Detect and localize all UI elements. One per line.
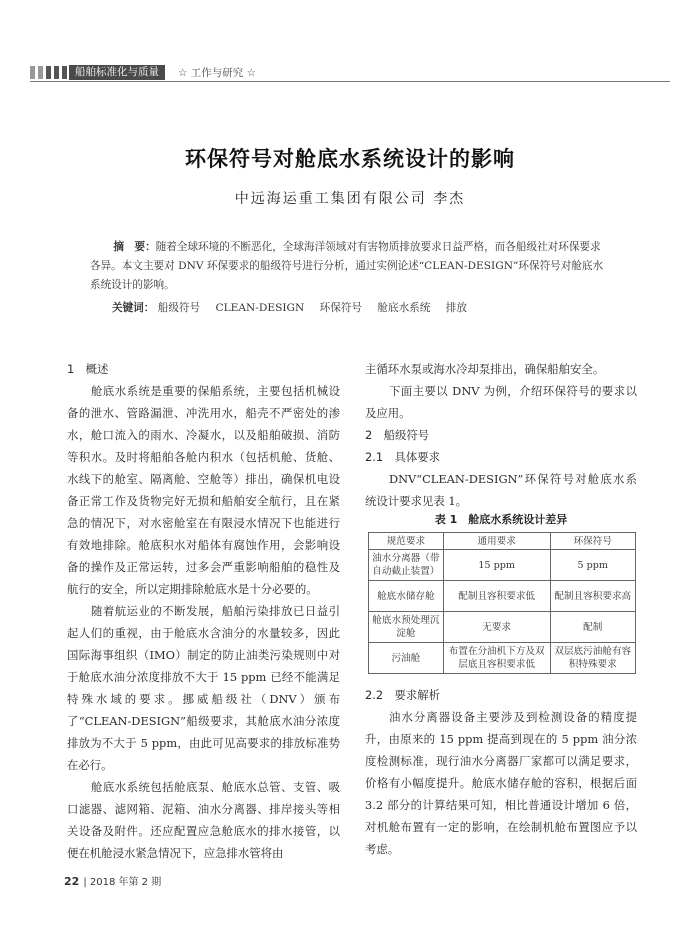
section-1-heading: 1 概述 xyxy=(67,362,109,376)
table-cell: 配制且容积要求高 xyxy=(550,581,635,612)
table-1 xyxy=(368,532,636,674)
keyword: 环保符号 xyxy=(319,302,363,314)
table-cell: 配制且容积要求低 xyxy=(443,581,550,612)
table-cell: 污油舱 xyxy=(369,643,444,674)
keyword: CLEAN-DESIGN xyxy=(215,302,305,314)
section-2-2-paragraph: 油水分离器设备主要涉及到检测设备的精度提升，由原来的 15 ppm 提高到现在的 5 ppm 油分浓度检测标准，现行油水分离器厂家都可以满足要求，价格有小幅度提升。舱底水储存舱的容积，根据后面 3.2 部分的计算结果可知，相比普通设计增加 6 倍，对机舱布置有一定的影响，在绘制机舱布置图应予以考虑。 xyxy=(365,710,637,856)
journal-section-label: 船舶标准化与质量 xyxy=(69,65,165,80)
keyword: 舱底水系统 xyxy=(377,302,431,314)
table-cell: 5 ppm xyxy=(550,550,635,581)
journal-subsection-label: ☆ 工作与研究 ☆ xyxy=(178,67,257,79)
section-2-1-heading: 2.1 具体要求 xyxy=(365,450,441,464)
section-1-paragraph-1: 舱底水系统是重要的保船系统，主要包括机械设备的泄水、管路漏泄、冲洗用水，船壳不严密处的渗水，舱口流入的雨水、冷凝水，以及船舶破损、消防等积水。及时将船舶各舱内积水（包括机舱、货舱、水线下的舱室、隔离舱、空舱等）排出，确保机电设备正常工作及货物完好无损和船舶安全航行，且在紧急的情况下，对水密舱室在有限浸水情况下也能进行有效地排除。舱底积水对船体有腐蚀作用，会影响设备的操作及正常运转，过多会严重影响船舶的稳性及航行的安全，所以定期排除舱底水是十分必要的。 xyxy=(67,384,340,596)
right-column-bottom xyxy=(365,684,637,860)
keyword: 船级符号 xyxy=(157,302,201,314)
page-footer: 22 | 2018 年第 2 期 xyxy=(64,875,162,888)
page-number: 22 xyxy=(64,875,80,888)
table-cell: 双层底污油舱有容积特殊要求 xyxy=(550,643,635,674)
table-cell: 舱底水预处理沉淀舱 xyxy=(369,612,444,643)
section-1-paragraph-3: 舱底水系统包括舱底泵、舱底水总管、支管、吸口滤器、滤网箱、泥箱、油水分离器、排岸接头等相关设备及附件。还应配置应急舱底水的排水接管，以便在机舱浸水紧急情况下，应急排水管将由 xyxy=(67,780,340,860)
article-author: 中远海运重工集团有限公司 李杰 xyxy=(234,191,466,207)
table-row xyxy=(369,550,636,581)
table-cell: 油水分离器（带自动截止装置） xyxy=(369,550,444,581)
table-cell: 舱底水储存舱 xyxy=(369,581,444,612)
section-1-paragraph-2: 随着航运业的不断发展，船舶污染排放已日益引起人们的重视，由于舱底水含油分的水量较多，因此国际海事组织（IMO）制定的防止油类污染规则中对于舱底水油分浓度排放不大于 15 ppm 已经不能满足特殊水域的要求。挪威船级社（DNV）颁布了“CLEAN-DESIGN”船级要求，其舱底水油分浓度排放为不大于 5 ppm，由此可见高要求的排放标准势在必行。 xyxy=(67,604,340,772)
table-row xyxy=(369,581,636,612)
keywords-label: 关键词： xyxy=(112,302,155,314)
keyword: 排放 xyxy=(445,302,467,314)
abstract xyxy=(90,238,610,295)
table-header-row xyxy=(369,533,636,550)
section-2-1-paragraph: DNV“CLEAN-DESIGN”环保符号对舱底水系统设计要求见表 1。 xyxy=(365,472,637,508)
issue-label: 2018 年第 2 期 xyxy=(89,877,162,888)
table-header-cell: 环保符号 xyxy=(550,533,635,550)
running-header xyxy=(30,66,670,80)
header-rule xyxy=(30,81,670,82)
abstract-label: 摘 要： xyxy=(113,241,156,253)
keywords xyxy=(112,300,612,315)
table-header-cell: 规范要求 xyxy=(369,533,444,550)
table-row xyxy=(369,643,636,674)
section-2-2-heading: 2.2 要求解析 xyxy=(365,688,441,702)
table-cell: 15 ppm xyxy=(443,550,550,581)
right-column-top xyxy=(365,358,637,512)
left-column xyxy=(67,358,340,864)
table-cell: 布置在分油机下方及双层底且容积要求低 xyxy=(443,643,550,674)
table-cell: 无要求 xyxy=(443,612,550,643)
table-header-cell: 通用要求 xyxy=(443,533,550,550)
paragraph-continued: 主循环水泵或海水冷却泵排出，确保船舶安全。 xyxy=(365,362,605,376)
section-2-heading: 2 船级符号 xyxy=(365,428,430,442)
abstract-text: 随着全球环境的不断恶化，全球海洋领域对有害物质排放要求日益严格，而各船级社对环保要求各异。本文主要对 DNV 环保要求的船级符号进行分析，通过实例论述“CLEAN-DESIGN”环保符号对舱底水系统设计的影响。 xyxy=(90,241,604,291)
paragraph-intro-dnv: 下面主要以 DNV 为例，介绍环保符号的要求以及应用。 xyxy=(365,384,637,420)
table-cell: 配制 xyxy=(550,612,635,643)
table-1-caption: 表 1 舱底水系统设计差异 xyxy=(434,513,568,526)
article-title: 环保符号对舱底水系统设计的影响 xyxy=(185,147,515,171)
table-row xyxy=(369,612,636,643)
